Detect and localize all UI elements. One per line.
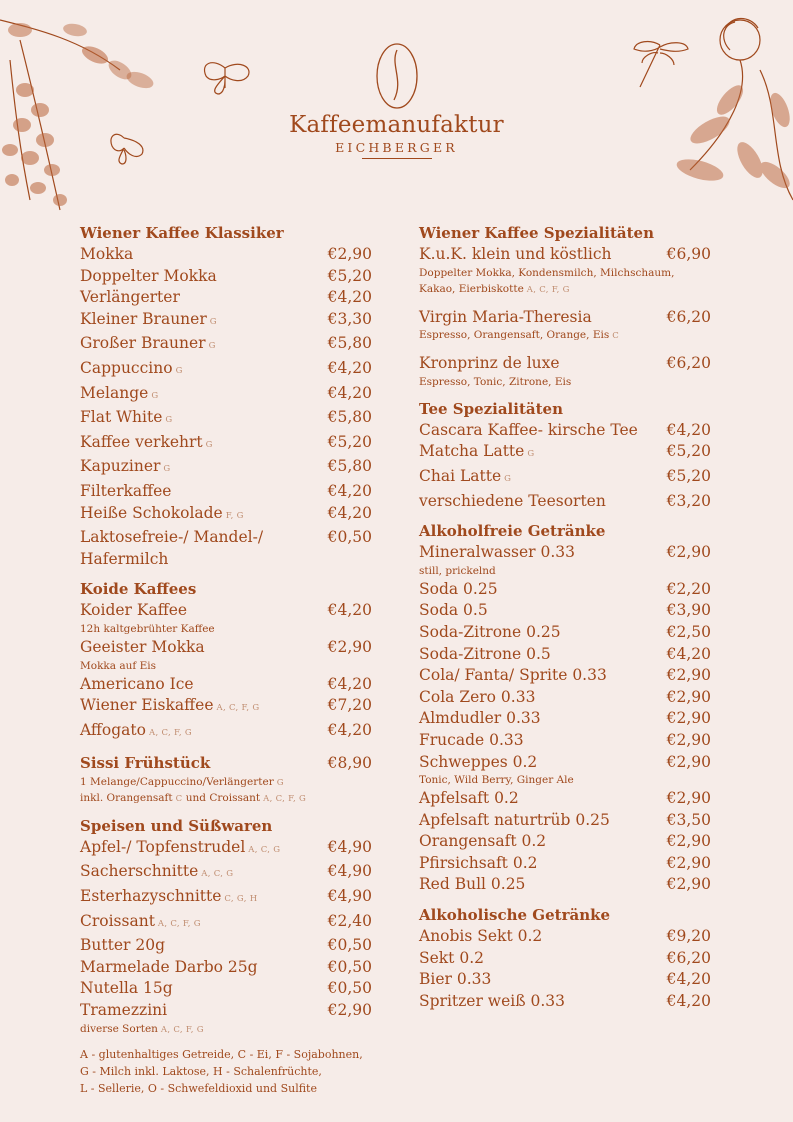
menu-item: [80, 481, 372, 503]
item-price: €2,90: [666, 687, 711, 706]
item-name: [80, 637, 328, 659]
spacer: [419, 298, 711, 307]
item-price: €4,20: [666, 420, 711, 439]
item-price: €4,20: [666, 644, 711, 663]
menu-item: [80, 287, 372, 309]
item-name-text: Soda-Zitrone 0.25: [419, 622, 561, 641]
item-price: €3,30: [327, 309, 372, 328]
item-name-text: verschiedene Teesorten: [419, 491, 606, 510]
allergen-code: F, G: [225, 510, 244, 521]
menu-item: [80, 720, 372, 745]
item-name-text: Cappuccino: [80, 358, 173, 377]
menu-item: [80, 244, 372, 266]
item-description: [80, 790, 372, 807]
section-title: Speisen und Süßwaren: [80, 816, 273, 835]
item-price: €2,90: [327, 637, 372, 656]
menu-item: [80, 503, 372, 528]
allergen-code: G: [163, 464, 171, 475]
item-name: [419, 991, 667, 1013]
item-name-text: Laktosefreie-/ Mandel-/ Hafermilch: [80, 528, 264, 568]
item-name: [80, 837, 328, 862]
item-name: [80, 244, 328, 266]
item-name: [80, 674, 328, 696]
item-name: [419, 622, 667, 644]
divider: [362, 158, 432, 159]
item-name: [80, 935, 328, 957]
allergen-code: G: [504, 473, 512, 484]
item-name-text: Heiße Schokolade: [80, 503, 223, 522]
item-price: €7,20: [327, 696, 372, 715]
item-name: [419, 420, 667, 442]
item-name-text: Flat White: [80, 408, 163, 427]
item-name: [419, 244, 667, 266]
item-name-text: Spritzer weiß 0.33: [419, 991, 566, 1010]
menu-item: [80, 527, 372, 570]
section-title: Alkoholische Getränke: [419, 906, 611, 925]
section-header-row: [80, 752, 372, 775]
item-price: €3,90: [666, 601, 711, 620]
allergen-code: C: [612, 331, 620, 342]
item-name-text: Verlängerter: [80, 288, 180, 307]
item-name: [419, 353, 667, 375]
item-price: €0,50: [327, 936, 372, 955]
menu-item: [80, 383, 372, 408]
item-name: [419, 441, 667, 466]
item-description: [419, 772, 711, 788]
menu-item: [419, 579, 711, 601]
description-text: still, prickelnd: [419, 564, 496, 577]
menu-column-left: [80, 222, 372, 1097]
item-name: [419, 491, 667, 513]
item-price: €2,90: [327, 245, 372, 263]
brand-header: [0, 40, 793, 159]
item-name-text: Bier 0.33: [419, 970, 492, 989]
item-price: €3,20: [666, 491, 711, 510]
item-description: [419, 563, 711, 579]
item-price: €4,20: [327, 503, 372, 522]
menu-item: [80, 911, 372, 936]
item-price: €4,20: [666, 970, 711, 989]
item-name-text: Wiener Eiskaffee: [80, 696, 214, 715]
description-text: Tonic, Wild Berry, Ginger Ale: [419, 774, 574, 787]
item-name-text: Soda 0.5: [419, 601, 488, 620]
section-title: Koide Kaffees: [80, 580, 197, 599]
allergen-code: G: [151, 390, 159, 401]
item-name-text: Koider Kaffee: [80, 601, 188, 620]
menu-item: [80, 456, 372, 481]
item-name: [419, 969, 667, 991]
item-name-text: Red Bull 0.25: [419, 875, 526, 894]
item-name: [80, 456, 328, 481]
item-name: [80, 886, 328, 911]
item-price: €6,90: [666, 245, 711, 263]
item-name: [419, 788, 667, 810]
item-name: [80, 1000, 328, 1022]
item-name-text: Matcha Latte: [419, 442, 525, 461]
menu-item: [80, 1000, 372, 1022]
item-price: €4,20: [327, 674, 372, 693]
allergen-legend: [80, 1046, 372, 1097]
allergen-code: A, C, F, G: [160, 1024, 204, 1035]
menu-item: [419, 491, 711, 513]
section-title: Alkoholfreie Getränke: [419, 522, 606, 541]
item-name: [80, 333, 328, 358]
item-name: [80, 481, 328, 503]
item-name-text: Virgin Maria-Theresia: [419, 307, 592, 326]
allergen-code: C: [175, 793, 183, 804]
allergen-code: G: [208, 341, 216, 352]
description-text: inkl. Orangensaft: [80, 791, 173, 804]
item-name: [80, 266, 328, 288]
item-description: [419, 265, 711, 298]
legend-line: A - glutenhaltiges Getreide, C - Ei, F - Sojabohnen,: [80, 1047, 363, 1061]
menu-section: [419, 398, 711, 512]
item-price: €2,90: [666, 752, 711, 771]
item-name: [80, 407, 328, 432]
menu-item: [419, 788, 711, 810]
item-price: €5,80: [327, 408, 372, 427]
item-name-text: Butter 20g: [80, 936, 165, 955]
menu-item: [419, 926, 711, 948]
description-text: Doppelter Mokka, Kondensmilch, Milchschaum, Kakao, Eierbiskotte: [419, 266, 675, 295]
item-price: €6,20: [666, 948, 711, 967]
item-name-text: Apfelsaft naturtrüb 0.25: [419, 810, 610, 829]
description-text: Mokka auf Eis: [80, 659, 157, 672]
item-name-text: Frucade 0.33: [419, 730, 524, 749]
item-name: [80, 861, 328, 886]
item-price: €2,50: [666, 622, 711, 641]
item-price: €2,90: [327, 1001, 372, 1020]
item-name: [80, 383, 328, 408]
allergen-code: G: [175, 365, 183, 376]
menu-item: [80, 333, 372, 358]
allergen-code: A, C, F, G: [216, 703, 260, 714]
item-price: €2,90: [666, 709, 711, 728]
allergen-code: A, C, F, G: [157, 918, 201, 929]
menu-item: [419, 752, 711, 774]
item-name: [419, 665, 667, 687]
menu-item: [419, 687, 711, 709]
menu-item: [80, 266, 372, 288]
allergen-code: G: [209, 316, 217, 327]
menu-item: [419, 665, 711, 687]
menu-item: [419, 466, 711, 491]
menu-item: [419, 948, 711, 970]
menu-section: [80, 578, 372, 744]
item-name: [80, 600, 328, 622]
spacer: [419, 344, 711, 353]
item-price: €2,40: [327, 911, 372, 930]
legend-line: L - Sellerie, O - Schwefeldioxid und Sulfite: [80, 1081, 317, 1095]
item-name: [419, 853, 667, 875]
item-price: €5,20: [327, 432, 372, 451]
item-description: [80, 621, 372, 637]
item-price: €4,20: [327, 358, 372, 377]
item-price: €4,20: [327, 720, 372, 739]
menu-item: [80, 309, 372, 334]
menu-item: [419, 420, 711, 442]
menu-item: [80, 358, 372, 383]
menu-item: [419, 244, 711, 266]
allergen-code: A, C, F, G: [263, 793, 307, 804]
item-name: [419, 874, 667, 896]
menu-section: [419, 520, 711, 896]
item-name-text: Pfirsichsaft 0.2: [419, 853, 538, 872]
description-text: diverse Sorten: [80, 1022, 158, 1035]
item-name: [419, 579, 667, 601]
item-name: [419, 831, 667, 853]
item-price: €4,90: [327, 887, 372, 906]
item-name-text: Almdudler 0.33: [419, 709, 541, 728]
item-name: [80, 720, 328, 745]
allergen-code: A, C, G: [201, 869, 234, 880]
item-name-text: Nutella 15g: [80, 979, 173, 998]
item-name-text: Doppelter Mokka: [80, 266, 217, 285]
menu-item: [80, 935, 372, 957]
menu-item: [80, 861, 372, 886]
menu-item: [419, 353, 711, 375]
item-price: €0,50: [327, 979, 372, 998]
item-name: [419, 752, 667, 774]
menu-item: [80, 695, 372, 720]
item-name-text: Filterkaffee: [80, 481, 172, 500]
item-name-text: Cascara Kaffee- kirsche Tee: [419, 420, 638, 439]
menu-item: [80, 674, 372, 696]
item-name-text: Soda-Zitrone 0.5: [419, 644, 551, 663]
menu-item: [80, 432, 372, 457]
item-name-text: Geeister Mokka: [80, 637, 205, 656]
section-title: Wiener Kaffee Spezialitäten: [419, 224, 654, 242]
description-text: und Croissant: [182, 791, 261, 804]
item-name: [419, 644, 667, 666]
item-price: €2,90: [666, 832, 711, 851]
item-price: €2,90: [666, 853, 711, 872]
item-name: [419, 810, 667, 832]
item-price: €5,20: [327, 266, 372, 285]
menu-item: [419, 307, 711, 329]
item-name-text: Americano Ice: [80, 674, 194, 693]
item-name-text: Affogato: [80, 720, 146, 739]
item-description: [80, 774, 372, 791]
menu-item: [419, 542, 711, 564]
menu-item: [419, 853, 711, 875]
item-name: [419, 542, 667, 564]
item-name: [80, 911, 328, 936]
item-name-text: Marmelade Darbo 25g: [80, 957, 258, 976]
item-name: [419, 466, 667, 491]
item-name-text: Melange: [80, 383, 149, 402]
menu-item: [80, 957, 372, 979]
menu-item: [80, 600, 372, 622]
item-name: [419, 730, 667, 752]
allergen-code: A, C, F, G: [149, 727, 192, 738]
allergen-code: G: [205, 439, 213, 450]
item-price: €4,20: [666, 991, 711, 1010]
item-price: €4,90: [327, 862, 372, 881]
item-price: €2,90: [666, 730, 711, 749]
description-text: Espresso, Tonic, Zitrone, Eis: [419, 375, 572, 388]
item-name-text: Croissant: [80, 911, 155, 930]
menu-section: [419, 222, 711, 390]
item-name-text: Kleiner Brauner: [80, 309, 207, 328]
item-name: [419, 600, 667, 622]
item-name-text: Anobis Sekt 0.2: [419, 927, 543, 946]
description-text: 1 Melange/Cappuccino/Verlängerter: [80, 775, 274, 788]
menu-item: [419, 831, 711, 853]
legend-line: G - Milch inkl. Laktose, H - Schalenfrüchte,: [80, 1064, 322, 1078]
menu-column-right: [419, 222, 711, 1020]
menu-item: [419, 969, 711, 991]
item-name-text: Chai Latte: [419, 466, 502, 485]
section-title: Tee Spezialitäten: [419, 399, 563, 418]
menu-item: [80, 978, 372, 1000]
item-name-text: Kronprinz de luxe: [419, 354, 560, 373]
item-name: [419, 926, 667, 948]
item-name-text: Kapuziner: [80, 457, 161, 476]
item-price: €0,50: [327, 957, 372, 976]
item-name-text: Apfelsaft 0.2: [419, 789, 519, 808]
item-name-text: Sekt 0.2: [419, 948, 484, 967]
allergen-code: C, G, H: [224, 894, 258, 905]
item-name-text: Mineralwasser 0.33: [419, 543, 576, 562]
item-name: [419, 687, 667, 709]
item-name-text: Großer Brauner: [80, 334, 206, 353]
item-description: [419, 374, 711, 390]
item-name: [80, 527, 328, 570]
item-description: [419, 327, 711, 344]
menu-item: [419, 991, 711, 1013]
description-text: Espresso, Orangensaft, Orange, Eis: [419, 329, 610, 342]
menu-section: [80, 752, 372, 807]
item-price: €4,20: [327, 601, 372, 620]
allergen-code: G: [527, 449, 535, 460]
item-price: €5,80: [327, 334, 372, 353]
coffee-bean-logo-icon: [372, 40, 422, 112]
item-price: €2,90: [666, 789, 711, 808]
menu-item: [419, 622, 711, 644]
menu-item: [419, 644, 711, 666]
allergen-code: G: [165, 415, 173, 426]
item-name-text: Kaffee verkehrt: [80, 432, 203, 451]
item-name-text: Tramezzini: [80, 1001, 168, 1020]
item-price: €2,90: [666, 543, 711, 562]
item-name: [80, 432, 328, 457]
allergen-code: A, C, G: [248, 844, 281, 855]
item-name-text: Mokka: [80, 245, 134, 263]
item-name: [80, 957, 328, 979]
item-name: [80, 503, 328, 528]
item-name-text: Cola/ Fanta/ Sprite 0.33: [419, 666, 607, 685]
menu-item: [80, 407, 372, 432]
item-price: €2,20: [666, 579, 711, 598]
item-price: €4,20: [327, 481, 372, 500]
menu-section: [419, 904, 711, 1012]
item-price: €6,20: [666, 354, 711, 373]
menu-item: [80, 886, 372, 911]
item-price: €4,20: [327, 288, 372, 307]
item-name: [80, 358, 328, 383]
menu-section: [80, 222, 372, 570]
menu-item: [419, 600, 711, 622]
item-name: [80, 695, 328, 720]
allergen-code: A, C, F, G: [526, 284, 570, 295]
item-name: [419, 708, 667, 730]
menu-section: [80, 815, 372, 1038]
brand-name: Kaffeemanufaktur: [289, 112, 504, 138]
item-description: [80, 658, 372, 674]
item-name-text: Orangensaft 0.2: [419, 832, 547, 851]
item-price: €0,50: [327, 528, 372, 547]
menu-item: [419, 708, 711, 730]
item-price: €6,20: [666, 307, 711, 326]
item-price: €5,20: [666, 442, 711, 461]
item-price: €2,90: [666, 666, 711, 685]
item-name-text: Sacherschnitte: [80, 862, 199, 881]
menu-item: [80, 837, 372, 862]
item-name-text: Apfel-/ Topfenstrudel: [80, 837, 246, 856]
item-price: €4,90: [327, 837, 372, 856]
item-name: [80, 309, 328, 334]
item-price: €5,20: [666, 466, 711, 485]
item-description: [80, 1021, 372, 1038]
item-name-text: Esterhazyschnitte: [80, 887, 222, 906]
menu-item: [419, 441, 711, 466]
section-title: Sissi Frühstück: [80, 754, 211, 773]
item-name-text: Schweppes 0.2: [419, 752, 538, 771]
item-price: €5,80: [327, 457, 372, 476]
allergen-code: G: [276, 777, 284, 788]
item-price: €9,20: [666, 927, 711, 946]
item-name-text: Cola Zero 0.33: [419, 687, 536, 706]
item-price: €3,50: [666, 810, 711, 829]
brand-subtitle: EICHBERGER: [335, 140, 458, 155]
menu-item: [419, 810, 711, 832]
item-price: €4,20: [327, 383, 372, 402]
item-name: [419, 307, 667, 329]
item-name: [80, 978, 328, 1000]
menu-item: [419, 874, 711, 896]
price: €8,90: [327, 754, 372, 773]
menu-item: [419, 730, 711, 752]
menu-item: [80, 637, 372, 659]
description-text: 12h kaltgebrühter Kaffee: [80, 622, 215, 635]
item-name-text: Soda 0.25: [419, 579, 498, 598]
item-name-text: K.u.K. klein und köstlich: [419, 245, 612, 263]
item-name: [80, 287, 328, 309]
item-price: €2,90: [666, 875, 711, 894]
item-name: [419, 948, 667, 970]
section-title: Wiener Kaffee Klassiker: [80, 224, 284, 242]
